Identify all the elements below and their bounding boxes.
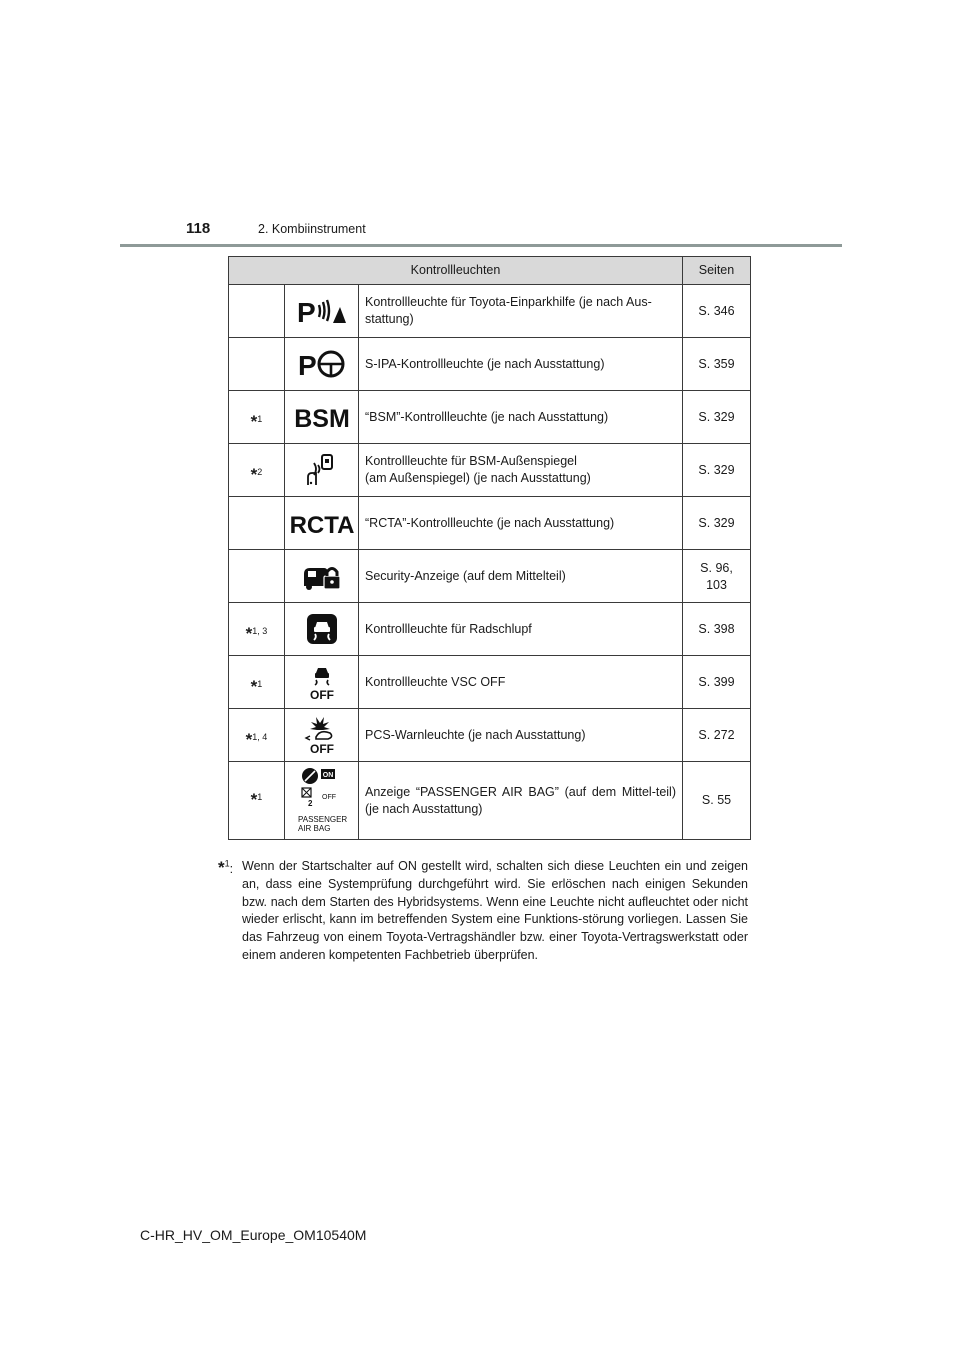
vsc-off-icon-text: OFF — [309, 688, 334, 702]
airbag-off-text: OFF — [321, 793, 336, 801]
footnote — [218, 858, 748, 965]
page-reference: S. 398 — [683, 603, 751, 656]
icon-cell — [285, 603, 359, 656]
footnote-marker — [229, 497, 285, 550]
s-ipa-icon — [298, 349, 346, 379]
footnote-number: 1, 4 — [252, 731, 268, 742]
footnote-marker — [229, 550, 285, 603]
footnote-marker — [229, 444, 285, 497]
footnote-mark — [218, 856, 233, 880]
footnote-asterisk: * — [245, 729, 253, 749]
row-description: Anzeige “PASSENGER AIR BAG” (auf dem Mittel-teil) (je nach Ausstattung) — [359, 762, 683, 840]
footnote-asterisk: * — [245, 623, 253, 643]
footnote-number: 1 — [224, 858, 230, 869]
footnote-asterisk: * — [250, 676, 258, 696]
page-reference-line: S. 96, — [700, 561, 733, 575]
airbag-on-text: ON — [322, 771, 333, 779]
page-reference: S. 272 — [683, 709, 751, 762]
row-description: “BSM”-Kontrollleuchte (je nach Ausstattung) — [359, 391, 683, 444]
footnote-asterisk: * — [250, 790, 258, 810]
table-row — [229, 338, 751, 391]
footnote-number: 1 — [257, 678, 263, 689]
footnote-marker — [229, 656, 285, 709]
footnote-asterisk: * — [250, 464, 258, 484]
footnote-text: Wenn der Startschalter auf ON gestellt wird, schalten sich diese Leuchten ein und zeigen an, dass eine Systemprüfung durchgeführt wird. Sie erlöschen nach einigen Sekunden bzw. nach dem Starten des Hybridsystems. Wenn eine Leuchte nicht aufleuchtet oder nicht wieder erlischt, kann im betreffenden System eine Funktions-störung vorliegen. Lassen Sie das Fahrzeug von einem Toyota-Vertragshändler bzw. einer Toyota-Vertragswerkstatt oder einem anderen kompetenten Fachbetrieb überprüfen. — [242, 859, 748, 962]
row-description: Kontrollleuchte für Radschlupf — [359, 603, 683, 656]
page-reference: S. 329 — [683, 391, 751, 444]
page-number: 118 — [186, 220, 211, 237]
page-reference — [683, 550, 751, 603]
indicator-lights-table — [228, 256, 751, 840]
header-rule — [120, 244, 842, 247]
page-reference: S. 55 — [683, 762, 751, 840]
footnote-number: 1 — [257, 792, 263, 803]
passenger-airbag-icon — [294, 766, 350, 836]
bsm-icon — [293, 403, 350, 433]
footnote-marker — [229, 762, 285, 840]
section-title: 2. Kombiinstrument — [258, 222, 366, 236]
table-row — [229, 550, 751, 603]
vsc-off-icon — [306, 663, 338, 701]
parking-assist-icon — [296, 297, 347, 328]
icon-cell — [285, 656, 359, 709]
airbag-label-line2: AIR BAG — [297, 823, 330, 833]
security-icon — [302, 562, 342, 590]
footnote-number: 1, 3 — [252, 625, 268, 636]
footnote-marker — [229, 285, 285, 338]
footnote-marker — [229, 391, 285, 444]
footnote-marker — [229, 709, 285, 762]
footnote-number: 2 — [257, 466, 263, 477]
icon-cell — [285, 285, 359, 338]
table-row — [229, 603, 751, 656]
icon-cell — [285, 444, 359, 497]
table-row — [229, 656, 751, 709]
airbag-label-line1: PASSENGER — [297, 814, 347, 824]
footnote-marker — [229, 338, 285, 391]
table-row — [229, 285, 751, 338]
column-header-lights: Kontrollleuchten — [229, 257, 683, 285]
icon-cell — [285, 497, 359, 550]
page-reference: S. 329 — [683, 444, 751, 497]
row-description: PCS-Warnleuchte (je nach Ausstattung) — [359, 709, 683, 762]
row-description: Kontrollleuchte für BSM-Außenspiegel (am Außenspiegel) (je nach Ausstattung) — [359, 444, 683, 497]
row-description: Kontrollleuchte für Toyota-Einparkhilfe (je nach Aus-stattung) — [359, 285, 683, 338]
row-description: Kontrollleuchte VSC OFF — [359, 656, 683, 709]
page-reference-line: 103 — [706, 577, 727, 592]
page-reference: S. 346 — [683, 285, 751, 338]
icon-cell — [285, 391, 359, 444]
rcta-icon — [289, 509, 354, 539]
table-row — [229, 444, 751, 497]
document-id: C-HR_HV_OM_Europe_OM10540M — [140, 1227, 367, 1243]
table-row — [229, 709, 751, 762]
svg-text:2: 2 — [307, 798, 312, 808]
footnote-asterisk: * — [218, 858, 225, 877]
footnote-asterisk: * — [250, 411, 258, 431]
slip-icon — [306, 613, 338, 645]
page-reference: S. 399 — [683, 656, 751, 709]
row-description: “RCTA”-Kontrollleuchte (je nach Ausstattung) — [359, 497, 683, 550]
svg-text:P: P — [297, 350, 317, 381]
icon-cell — [285, 550, 359, 603]
bsm-mirror-icon — [305, 453, 339, 487]
icon-cell — [285, 338, 359, 391]
table-row — [229, 762, 751, 840]
row-description: Security-Anzeige (auf dem Mittelteil) — [359, 550, 683, 603]
page-reference: S. 359 — [683, 338, 751, 391]
bsm-icon-text: BSM — [293, 405, 350, 433]
page-reference: S. 329 — [683, 497, 751, 550]
icon-cell — [285, 762, 359, 840]
footnote-number: 1 — [257, 413, 263, 424]
svg-text:P: P — [296, 297, 316, 328]
pcs-icon-text: OFF — [309, 742, 334, 756]
column-header-pages: Seiten — [683, 257, 751, 285]
icon-cell — [285, 709, 359, 762]
table-row — [229, 497, 751, 550]
table-header-row — [229, 257, 751, 285]
row-description: S-IPA-Kontrollleuchte (je nach Ausstattung) — [359, 338, 683, 391]
pcs-icon — [304, 715, 340, 755]
footnote-marker — [229, 603, 285, 656]
rcta-icon-text: RCTA — [289, 512, 354, 539]
table-row — [229, 391, 751, 444]
footnote-colon: : — [229, 862, 234, 876]
